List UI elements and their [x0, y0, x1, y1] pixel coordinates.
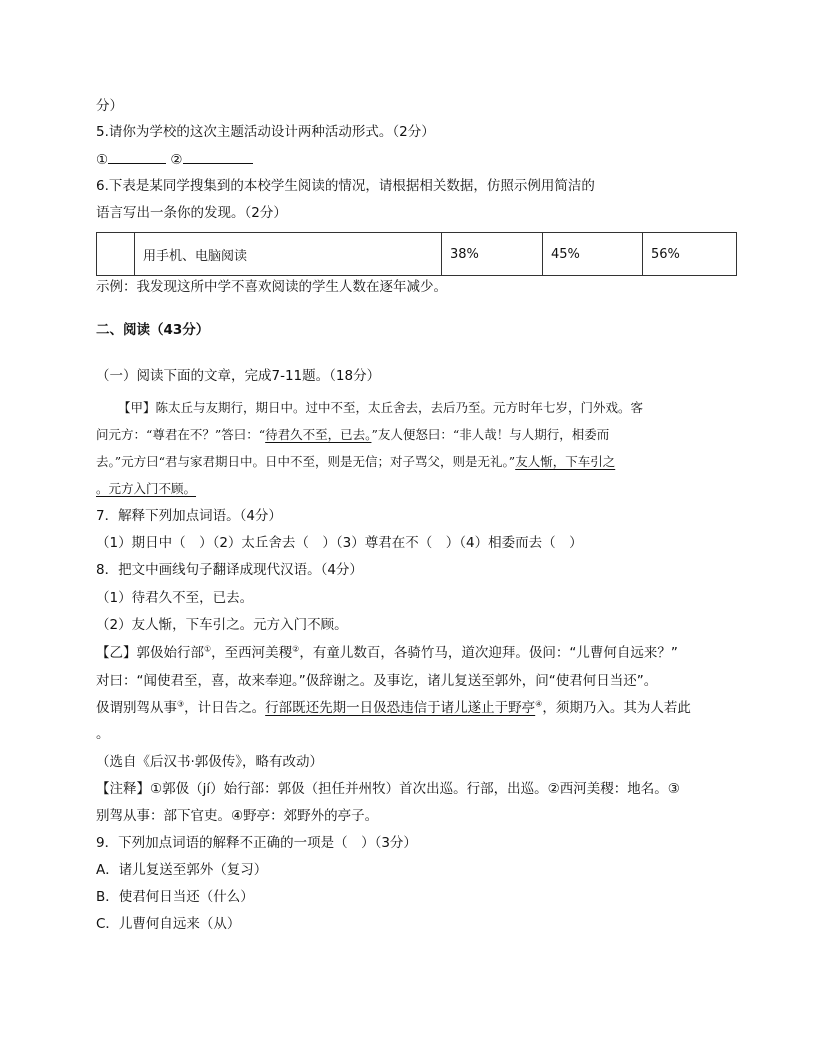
part-1-heading: （一）阅读下面的文章，完成7-11题。（18分）: [96, 368, 381, 384]
table-cell-value-3: 56%: [643, 233, 737, 276]
underlined-sentence: 待君久不至，已去。: [265, 427, 372, 442]
passage-text: 问元方：“尊君在不？”答曰：“: [96, 427, 266, 442]
blank-marker-2: ②: [170, 152, 183, 168]
previous-question-fragment: 分）: [96, 98, 123, 114]
footnote-marker: ②: [292, 644, 300, 654]
answer-blank-1[interactable]: [108, 149, 166, 164]
question-5: 5.请你为学校的这次主题活动设计两种活动形式。（2分）: [96, 124, 435, 140]
passage-jia-line-2: [96, 425, 609, 445]
question-9-option-b: B．使君何日当还（什么）: [96, 889, 254, 905]
passage-text: ，有童儿数百，各骑竹马，道次迎拜。伋问：“儿曹何自远来？”: [299, 645, 678, 661]
passage-text: ，计日告之。: [184, 700, 266, 716]
underlined-sentence: 行部既还先期一日伋恐违信于诸儿遂止于野亭: [265, 700, 536, 716]
annotation-line-2: 别驾从事：部下官吏。④野亭：郊野外的亭子。: [96, 808, 379, 824]
question-9-option-a: A．诸儿复送至郭外（复习）: [96, 862, 268, 878]
passage-yi-line-4: 。: [96, 726, 110, 742]
annotation-line-1: 【注释】①郭伋（jí）始行部：郭伋（担任并州牧）首次出巡。行部，出巡。②西河美稷：地名。③: [96, 781, 680, 797]
question-6-line-2: 语言写出一条你的发现。（2分）: [96, 205, 287, 221]
blank-marker-1: ①: [96, 152, 109, 168]
passage-text: 【乙】郭伋始行部: [96, 645, 204, 661]
passage-yi-line-3: [96, 698, 691, 718]
passage-source: （选自《后汉书·郭伋传》，略有改动）: [96, 754, 324, 770]
question-9-option-c: C．儿曹何自远来（从）: [96, 916, 241, 932]
question-6-line-1: 6.下表是某同学搜集到的本校学生阅读的情况，请根据相关数据，仿照示例用简洁的: [96, 178, 595, 194]
passage-text: 去。”元方曰“君与家君期日中。日中不至，则是无信；对子骂父，则是无礼。”: [96, 454, 516, 469]
section-heading: 二、阅读（43分）: [96, 322, 210, 338]
underlined-sentence: 。元方入门不顾。: [96, 481, 197, 496]
passage-jia-line-1: 【甲】陈太丘与友期行，期日中。过中不至，太丘舍去，去后乃至。元方时年七岁，门外戏。客: [118, 400, 644, 415]
passage-text: ”友人便怒曰：“非人哉！与人期行，相委而: [371, 427, 610, 442]
table-cell-value-2: 45%: [543, 233, 643, 276]
passage-yi-line-2: 对曰：“闻使君至，喜，故来奉迎。”伋辞谢之。及事讫，诸儿复送至郭外，问“使君何日当还”。: [96, 673, 658, 689]
question-8-sentence-2: （2）友人惭，下车引之。元方入门不顾。: [96, 617, 348, 633]
footnote-marker: ③: [177, 699, 185, 709]
answer-blank-2[interactable]: [183, 149, 253, 164]
reading-data-table: [96, 232, 737, 276]
passage-jia-line-3: [96, 452, 615, 472]
passage-text: ，至西河美稷: [211, 645, 293, 661]
question-8-sentence-1: （1）待君久不至，已去。: [96, 590, 254, 606]
table-cell-empty: [97, 233, 135, 276]
underlined-sentence: 友人惭，下车引之: [515, 454, 616, 469]
example-text: 示例：我发现这所中学不喜欢阅读的学生人数在逐年减少。: [96, 279, 447, 295]
table-row: [97, 233, 737, 276]
question-7-items: （1）期日中（ ）（2）太丘舍去（ ）（3）尊君在不（ ）（4）相委而去（ ）: [96, 535, 583, 551]
passage-yi-line-1: [96, 643, 678, 663]
table-cell-value-1: 38%: [442, 233, 543, 276]
question-8: 8．把文中画线句子翻译成现代汉语。（4分）: [96, 562, 363, 578]
footnote-marker: ①: [204, 644, 212, 654]
question-5-answer-blanks: [96, 149, 253, 170]
table-cell-row-label: 用手机、电脑阅读: [135, 233, 442, 276]
footnote-marker: ④: [535, 699, 543, 709]
passage-text: ，须期乃入。其为人若此: [542, 700, 691, 716]
passage-text: 伋谓别驾从事: [96, 700, 177, 716]
question-9: 9．下列加点词语的解释不正确的一项是（ ）（3分）: [96, 835, 417, 851]
passage-jia-line-4: [96, 479, 196, 499]
question-7: 7．解释下列加点词语。（4分）: [96, 508, 282, 524]
